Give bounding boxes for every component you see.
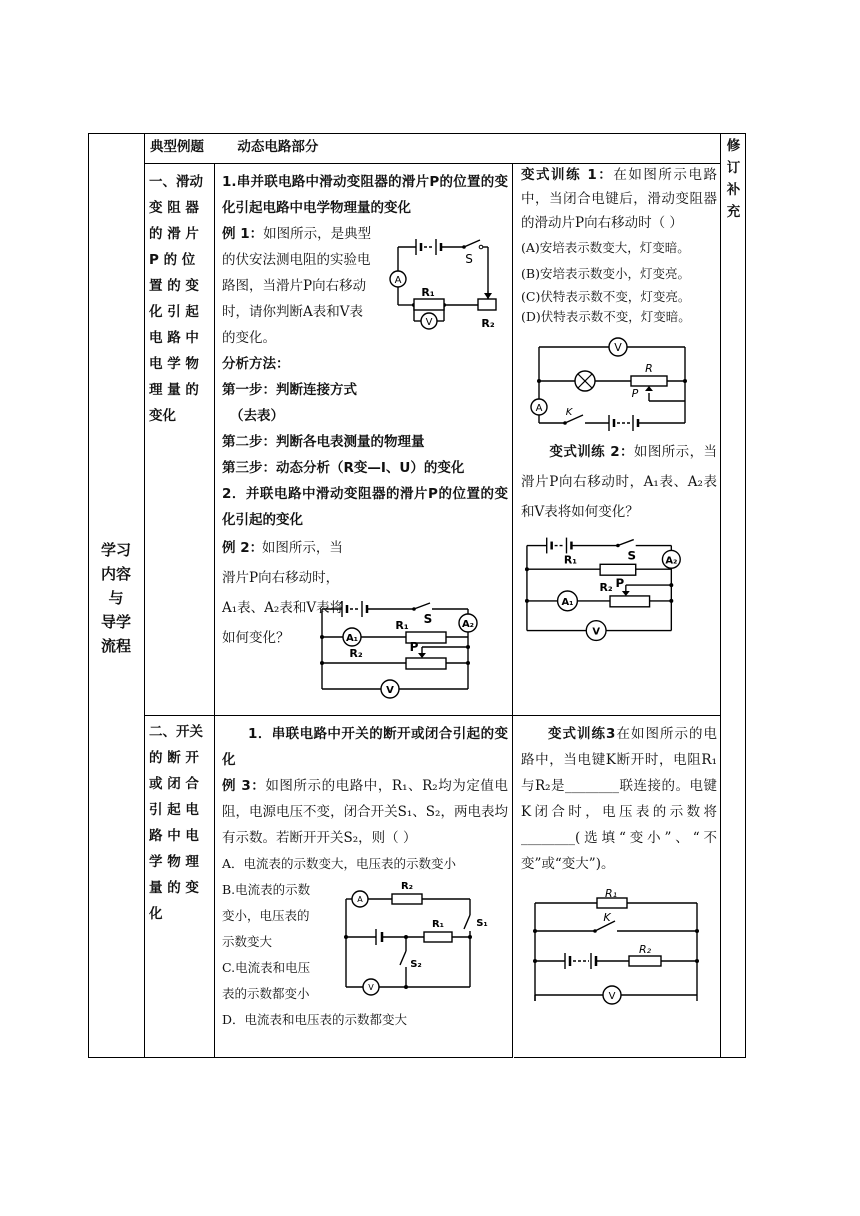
variant1-option: (C)伏特表示数不变，灯变亮。 [521, 289, 691, 304]
section2-label-line: 二、开关 [149, 724, 203, 740]
right-label-line: 补充 [726, 182, 741, 220]
left-label-line: 内容 [100, 565, 131, 583]
variant1-circuit-figure [521, 335, 701, 433]
example1-block [222, 221, 508, 351]
example3-option: D．电流表和电压表的示数都变大 [222, 1012, 408, 1027]
section1-label-line: 的 滑 片 [149, 226, 199, 242]
fig2-voltmeter-label: V [386, 685, 394, 696]
section2-label [149, 719, 211, 927]
variant1-text: 在如图所示电路中，当闭合电键后，滑动变阻器的滑动片P向右移动时（ ） [521, 167, 717, 231]
example2-label: 例 2： [222, 540, 264, 556]
fig2-p-label: P [409, 640, 419, 654]
header-title: 典型例题 [150, 139, 204, 155]
v1fig-p-label: P [631, 387, 639, 400]
fig1-r2-label: R₂ [481, 317, 495, 330]
ex3fig-s2-label: S₂ [410, 959, 422, 970]
variant3-paragraph [521, 721, 717, 877]
example3-option: C.电流表和电压表的示数都变小 [222, 960, 311, 1001]
section1-heading: 1.串并联电路中滑动变阻器的滑片P的位置的变化引起电路中电学物理量的变化 [222, 174, 508, 216]
section2-label-line: 引 起 电 [149, 802, 199, 818]
right-label [721, 135, 746, 223]
example2-circuit-figure [316, 599, 498, 711]
example3-circuit-figure [334, 879, 494, 997]
section1-label-line: P 的 位 [149, 252, 196, 268]
example3-options-block [222, 877, 508, 1007]
section2-heading-wrap [222, 721, 508, 773]
section1-label-line: 一、滑动 [149, 174, 203, 190]
lesson-table [88, 133, 746, 1058]
step1: 第一步：判断连接方式 [222, 382, 357, 398]
divider-section [144, 715, 721, 716]
v2fig-a1-label: A₁ [561, 596, 574, 608]
v3fig-voltmeter-label: V [608, 991, 616, 1002]
v3fig-k-label: K [603, 911, 611, 924]
table-border-bottom [88, 1057, 746, 1058]
section2-heading: 1．串联电路中开关的断开或闭合引起的变化 [222, 726, 508, 768]
ex3fig-r1-label: R₁ [431, 919, 445, 930]
section1-label-line: 变 阻 器 [149, 200, 199, 216]
fig2-switch-label: S [423, 612, 433, 626]
section1-label-line: 化 引 起 [149, 304, 199, 320]
fig1-r1-label: R₁ [421, 286, 435, 299]
v1fig-r-label: R [645, 362, 653, 375]
step1b: （去表） [230, 408, 284, 424]
v2fig-p-label: P [615, 576, 625, 591]
step3: 第三步：动态分析（R变—I、U）的变化 [222, 460, 465, 476]
variant2-circuit-figure [521, 533, 701, 649]
variant3-text: 在如图所示的电路中，当电键K断开时，电阻R₁与R₂是________联连接的。电键K闭合时，电压表的示数将________(选填“变小”、“不变”或“变大”)。 [521, 726, 717, 872]
v2fig-r2-label: R₂ [599, 581, 613, 594]
v2fig-r1-label: R₁ [563, 553, 578, 567]
fig1-switch-label: S [465, 252, 473, 266]
fig2-r2-label: R₂ [349, 647, 363, 660]
variant2-text: 如图所示，当滑片P向右移动时，A₁表、A₂表和V表将如何变化？ [521, 444, 718, 520]
example1-text: 如图所示，是典型的伏安法测电阻的实验电路图，当滑片P向右移动时，请你判断A表和V表的变化。 [222, 226, 372, 346]
header-subtitle: 动态电路部分 [237, 139, 319, 155]
left-label-line: 与 [108, 589, 124, 607]
section1-label-line: 电 学 物 [149, 356, 199, 372]
divider-col1 [144, 133, 145, 1058]
ex3fig-voltmeter-label: V [368, 983, 374, 992]
example3-option: A．电流表的示数变大，电压表的示数变小 [222, 856, 457, 871]
fig2-a1-label: A₁ [345, 633, 359, 644]
section2-label-line: 的 断 开 [149, 750, 199, 766]
left-label [88, 538, 144, 658]
variant1-option: (A)安培表示数变大，灯变暗。 [521, 240, 690, 255]
variant3-circuit-figure [521, 889, 711, 1009]
table-border-right [745, 133, 746, 1058]
section1-label-line: 电 路 中 [149, 330, 199, 346]
variant-column-1 [521, 163, 717, 649]
divider-col-right [720, 133, 721, 1058]
example1-paragraph [222, 221, 372, 351]
example2-text: 如图所示，当滑片P向右移动时，A₁表、A₂表和V表将如何变化？ [222, 540, 344, 646]
left-label-line: 导学 [100, 613, 131, 631]
section2-label-line: 化 [149, 906, 163, 922]
ex3fig-r2-label: R₂ [400, 881, 414, 892]
example3-label: 例 3： [222, 778, 266, 794]
variant3-title: 变式训练3 [547, 726, 616, 742]
ex3fig-s1-label: S₁ [476, 918, 488, 929]
v3fig-r2-label: R₂ [638, 943, 652, 956]
right-label-line: 修订 [726, 138, 741, 176]
section1-content [222, 169, 508, 696]
variant1-paragraph [521, 163, 717, 235]
variant1-option: (D)伏特表示数不变，灯变暗。 [521, 309, 691, 324]
left-label-line: 学习 [100, 541, 131, 559]
fig1-ammeter-label: A [394, 275, 402, 286]
v2fig-a2-label: A₂ [665, 555, 678, 567]
v2fig-switch-label: S [627, 548, 637, 563]
v2fig-voltmeter-label: V [592, 626, 600, 638]
example3-options-narrow [222, 877, 314, 1007]
v3fig-r1-label: R₁ [604, 889, 618, 900]
variant-column-2 [521, 721, 717, 1009]
example3-paragraph [222, 773, 508, 851]
variant1-option: (B)安培表示数变小，灯变亮。 [521, 266, 690, 281]
v1fig-k-label: K [565, 407, 573, 418]
divider-col2 [214, 163, 215, 1058]
header-row [150, 135, 710, 159]
variant2-title: 变式训练 2： [549, 444, 634, 460]
example1-label: 例 1： [222, 226, 264, 242]
table-border-top [88, 133, 746, 134]
left-label-line: 流程 [100, 637, 131, 655]
section2-label-line: 路 中 电 [149, 828, 199, 844]
fig2-a2-label: A₂ [461, 619, 475, 630]
example3-option: B.电流表的示数变小，电压表的示数变大 [222, 882, 311, 949]
v1fig-voltmeter-label: V [614, 341, 622, 354]
variant2-paragraph [521, 437, 717, 527]
example2-block [222, 533, 508, 696]
section1-label-line: 变化 [149, 408, 176, 424]
fig2-r1-label: R₁ [395, 619, 409, 632]
example3-text: 如图所示的电路中，R₁、R₂均为定值电阻，电源电压不变，闭合开关S₁、S₂，两电表均有示数。若断开开关S₂，则（ ） [222, 778, 508, 846]
section1-heading2: 2．并联电路中滑动变阻器的滑片P的位置的变化引起的变化 [222, 486, 508, 528]
section2-label-line: 量 的 变 [149, 880, 199, 896]
ex3fig-ammeter-label: A [357, 895, 363, 904]
variant1-title: 变式训练 1： [521, 167, 614, 183]
section1-label-line: 置 的 变 [149, 278, 199, 294]
method-title: 分析方法： [222, 356, 290, 372]
step2: 第二步：判断各电表测量的物理量 [222, 434, 425, 450]
fig1-voltmeter-label: V [425, 317, 433, 328]
divider-col3 [512, 163, 514, 1058]
section2-label-line: 学 物 理 [149, 854, 199, 870]
section2-label-line: 或 闭 合 [149, 776, 199, 792]
section1-label-line: 理 量 的 [149, 382, 199, 398]
v1fig-ammeter-label: A [535, 403, 543, 414]
section2-content [222, 721, 508, 1033]
example1-circuit-figure [376, 235, 502, 347]
section1-label [149, 169, 211, 429]
